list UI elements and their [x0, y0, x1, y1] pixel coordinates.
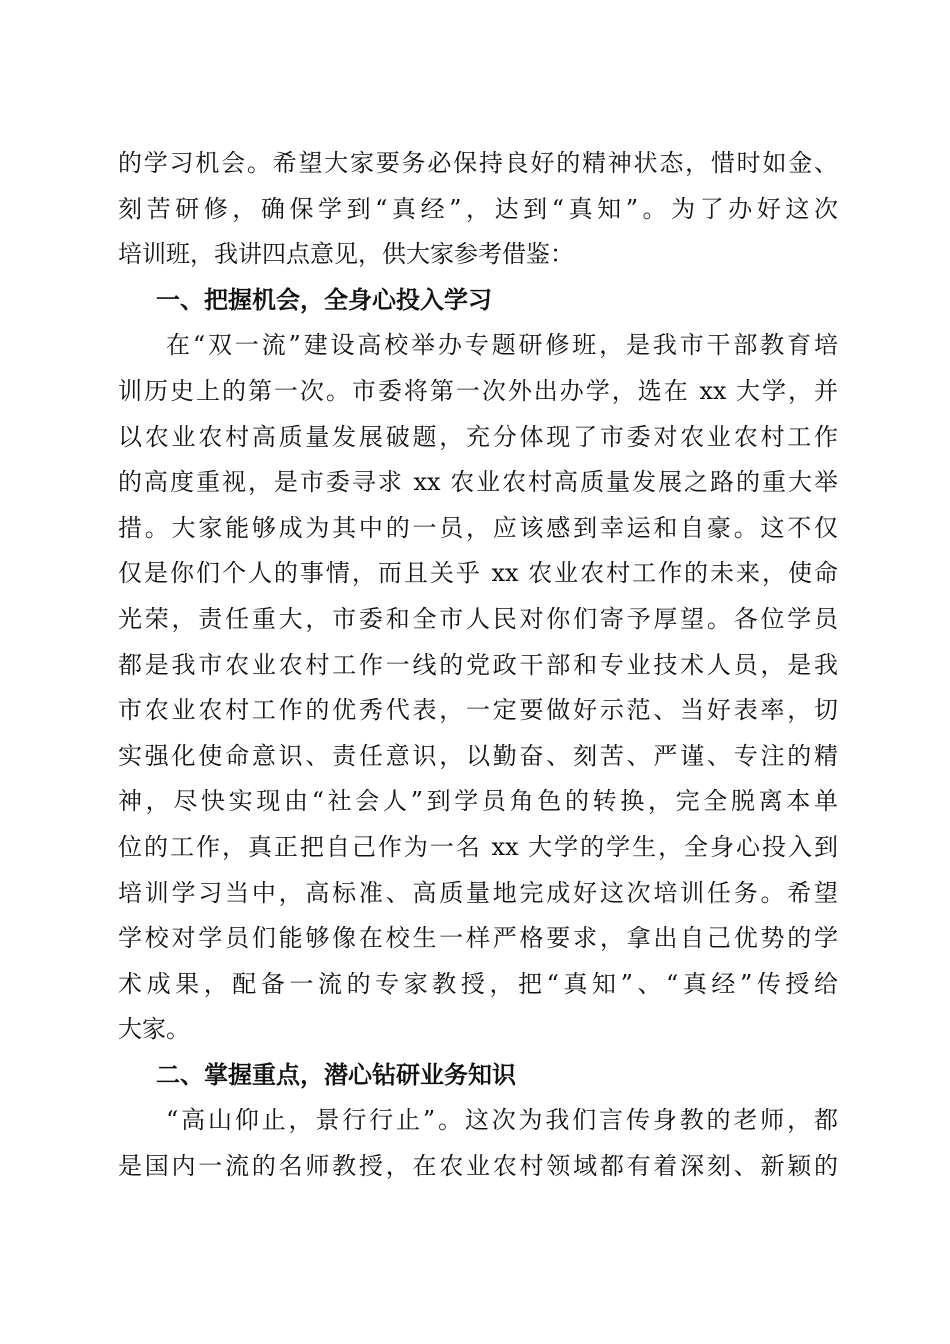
paragraph-line: 措。大家能够成为其中的一员，应该感到幸运和自豪。这不仅 — [118, 513, 838, 542]
paragraph-line: 都是我市农业农村工作一线的党政干部和专业技术人员，是我 — [118, 650, 838, 679]
paragraph-line: 学校对学员们能够像在校生一样严格要求，拿出自己优势的学 — [118, 924, 838, 953]
paragraph-line: 术成果，配备一流的专家教授，把“真知”、“真经”传授给 — [118, 969, 838, 998]
section-heading-2: 二、掌握重点，潜心钻研业务知识 — [156, 1060, 516, 1089]
paragraph-line: 大家。 — [118, 1015, 190, 1044]
paragraph-line: 仅是你们个人的事情，而且关乎 xx 农业农村工作的未来，使命 — [118, 559, 838, 588]
paragraph-line: “高山仰止，景行行止”。这次为我们言传身教的老师，都 — [166, 1106, 838, 1135]
paragraph-line: 以农业农村高质量发展破题，充分体现了市委对农业农村工作 — [118, 422, 838, 451]
intro-line: 的学习机会。希望大家要务必保持良好的精神状态，惜时如金、 — [118, 149, 838, 177]
paragraph-line: 实强化使命意识、责任意识，以勤奋、刻苦、严谨、专注的精 — [118, 741, 838, 770]
paragraph-line: 在“双一流”建设高校举办专题研修班，是我市干部教育培 — [166, 331, 838, 360]
section-heading-1: 一、把握机会，全身心投入学习 — [156, 285, 492, 314]
document-body — [118, 141, 838, 1190]
paragraph-line: 训历史上的第一次。市委将第一次外出办学，选在 xx 大学，并 — [118, 376, 838, 405]
paragraph-line: 的高度重视，是市委寻求 xx 农业农村高质量发展之路的重大举 — [118, 468, 838, 497]
paragraph-line: 市农业农村工作的优秀代表，一定要做好示范、当好表率，切 — [118, 696, 838, 725]
paragraph-line: 神，尽快实现由“社会人”到学员角色的转换，完全脱离本单 — [118, 787, 838, 816]
paragraph-line: 光荣，责任重大，市委和全市人民对你们寄予厚望。各位学员 — [118, 604, 838, 633]
paragraph-line: 培训学习当中，高标准、高质量地完成好这次培训任务。希望 — [118, 878, 838, 907]
paragraph-line: 是国内一流的名师教授，在农业农村领域都有着深刻、新颖的 — [118, 1152, 838, 1181]
paragraph-line: 位的工作，真正把自己作为一名 xx 大学的学生，全身心投入到 — [118, 832, 838, 861]
intro-line: 培训班，我讲四点意见，供大家参考借鉴： — [118, 240, 574, 269]
intro-line: 刻苦研修，确保学到“真经”，达到“真知”。为了办好这次 — [118, 194, 838, 223]
